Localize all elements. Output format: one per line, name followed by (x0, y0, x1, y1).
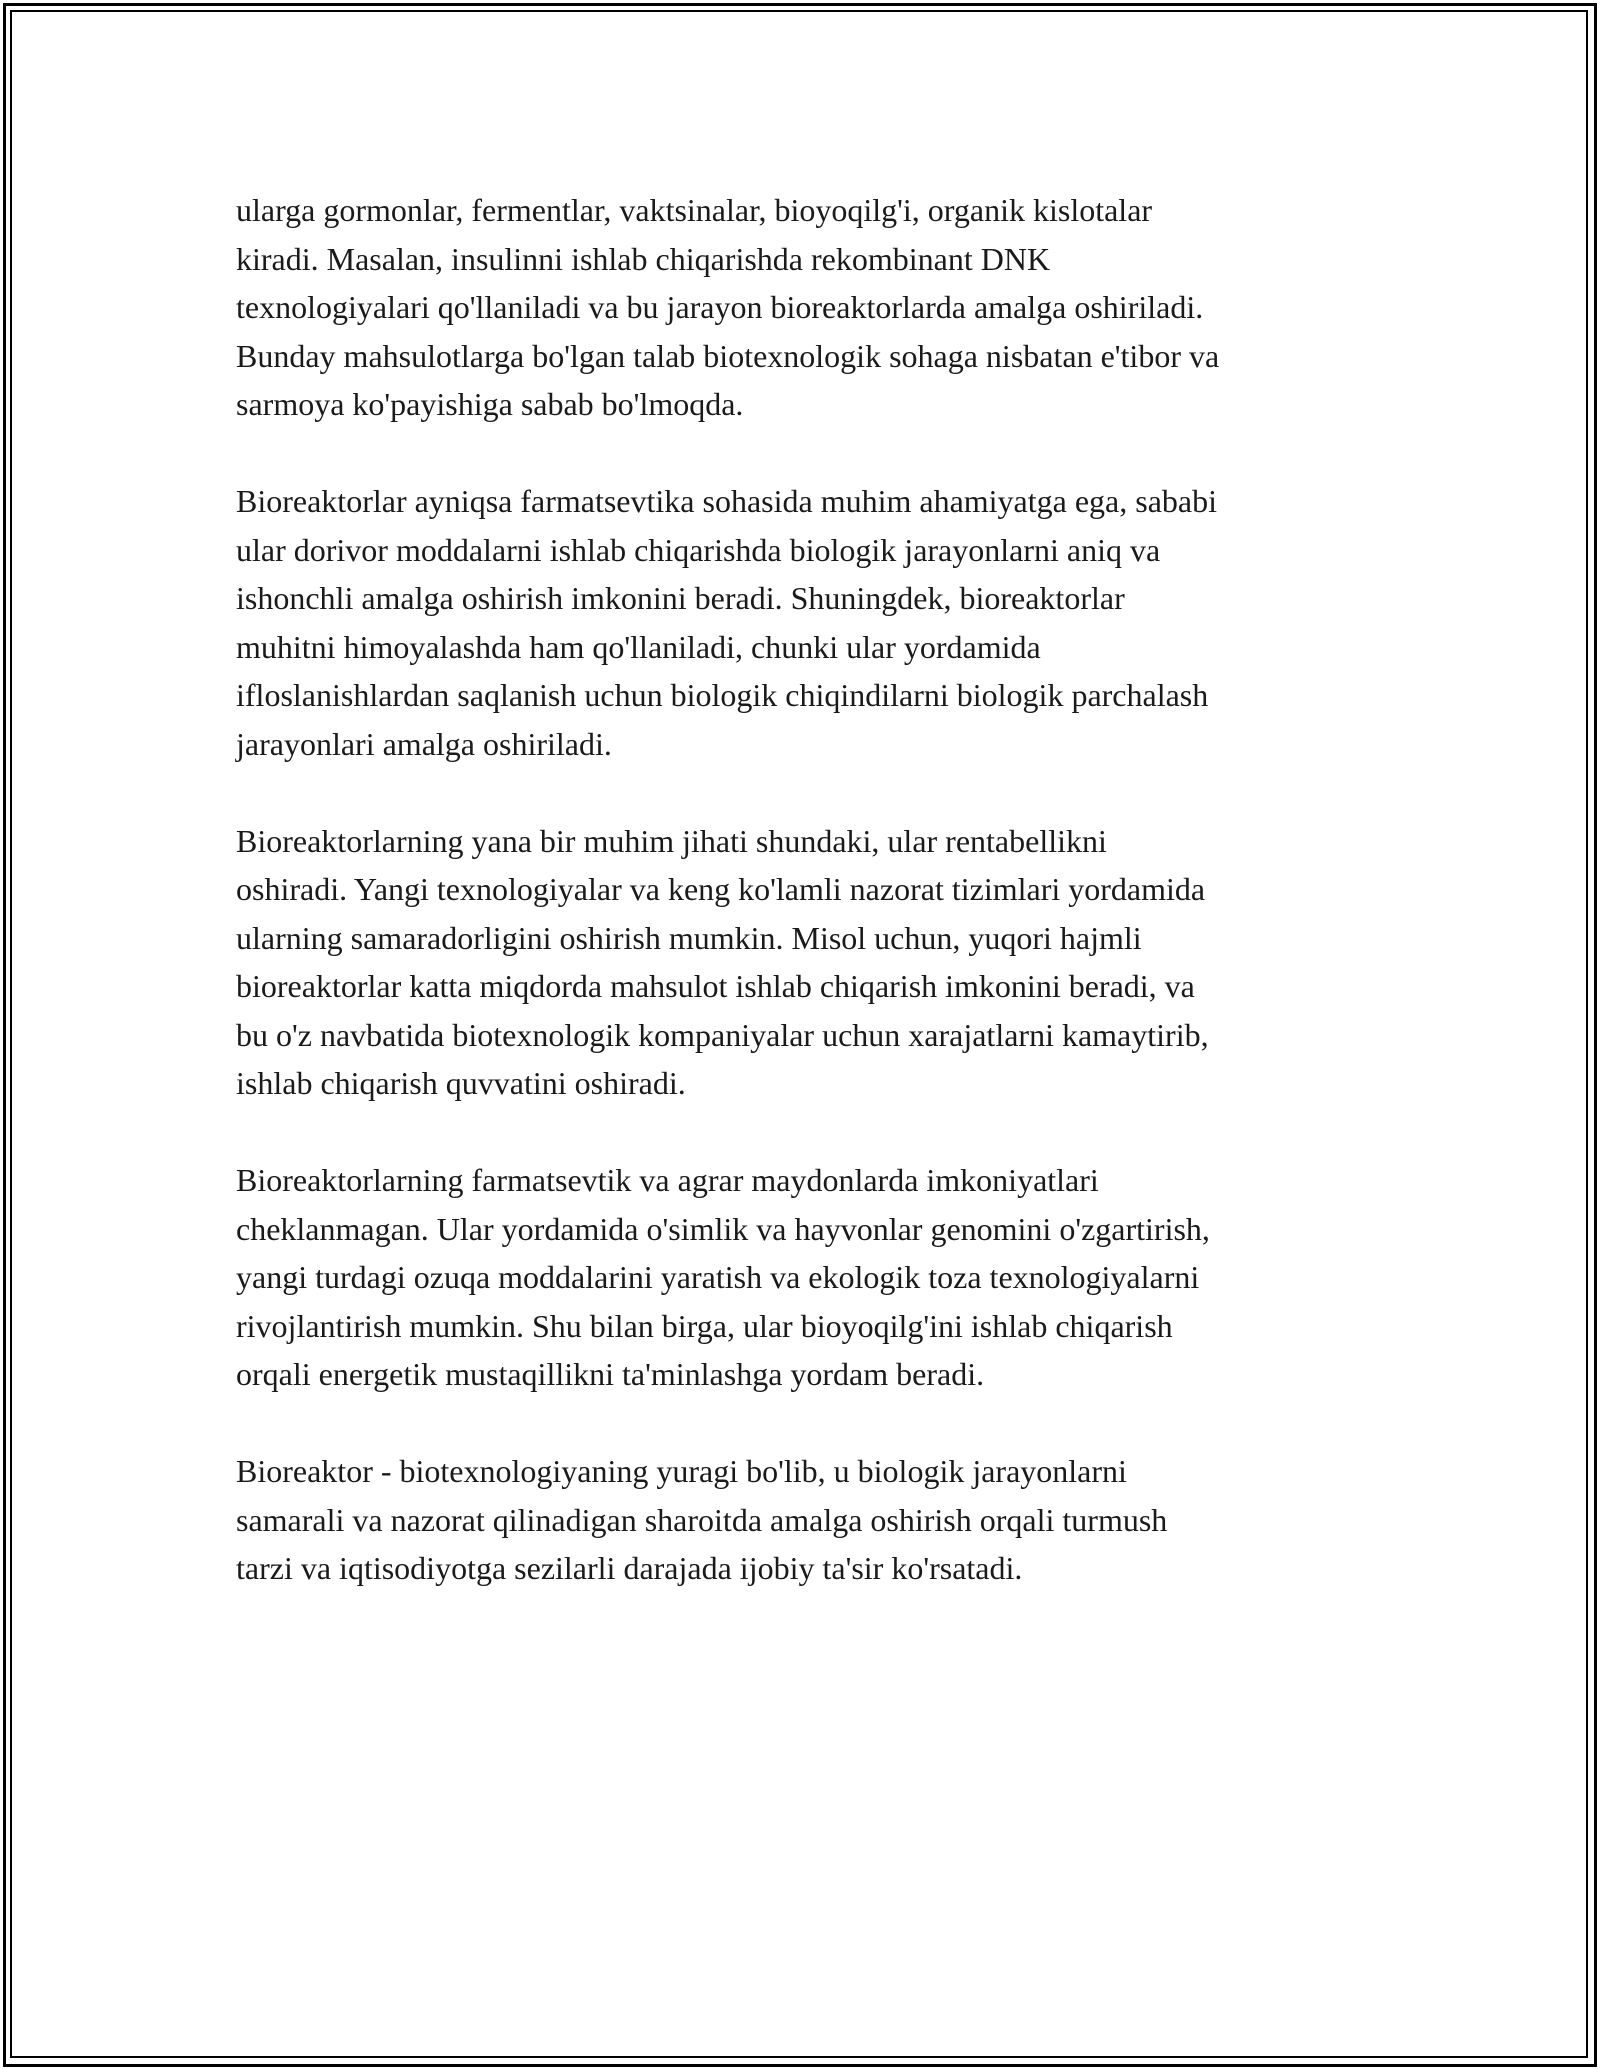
text-line: samarali va nazorat qilinadigan sharoitda amalga oshirish orqali turmush (236, 1501, 1168, 1538)
text-line: Bioreaktorlarning yana bir muhim jihati shundaki, ular rentabellikni (236, 822, 1107, 859)
document-body (236, 186, 1376, 1641)
text-line: texnologiyalari qo'llaniladi va bu jarayon bioreaktorlarda amalga oshiriladi. (236, 289, 1204, 325)
text-line: yangi turdagi ozuqa moddalarini yaratish va ekologik toza texnologiyalarni (236, 1259, 1200, 1295)
text-line: rivojlantirish mumkin. Shu bilan birga, ular bioyoqilg'ini ishlab chiqarish (236, 1307, 1173, 1344)
paragraph-5 (236, 1447, 1376, 1593)
text-line: bu o'z navbatida biotexnologik kompaniyalar uchun xarajatlarni kamaytirib, (236, 1016, 1209, 1053)
text-line: ishlab chiqarish quvvatini oshiradi. (236, 1065, 686, 1101)
paragraph-3 (236, 817, 1376, 1108)
text-line: ularga gormonlar, fermentlar, vaktsinalar, bioyoqilg'i, organik kislotalar (236, 192, 1153, 228)
paragraph-4 (236, 1156, 1376, 1399)
text-line: jarayonlari amalga oshiriladi. (236, 725, 612, 762)
text-line: oshiradi. Yangi texnologiyalar va keng ko'lamli nazorat tizimlari yordamida (236, 871, 1206, 907)
text-line: Bioreaktorlarning farmatsevtik va agrar maydonlarda imkoniyatlari (236, 1162, 1099, 1198)
text-line: kiradi. Masalan, insulinni ishlab chiqarishda rekombinant DNK (236, 240, 1051, 277)
text-line: ishonchli amalga oshirish imkonini beradi. Shuningdek, bioreaktorlar (236, 580, 1125, 616)
text-line: Bioreaktorlar ayniqsa farmatsevtika sohasida muhim ahamiyatga ega, sababi (236, 483, 1217, 519)
text-line: tarzi va iqtisodiyotga sezilarli darajada ijobiy ta'sir ko'rsatadi. (236, 1550, 1023, 1586)
paragraph-2 (236, 477, 1376, 768)
text-line: Bunday mahsulotlarga bo'lgan talab biotexnologik sohaga nisbatan e'tibor va (236, 337, 1220, 374)
text-line: ular dorivor moddalarni ishlab chiqarishda biologik jarayonlarni aniq va (236, 531, 1161, 568)
paragraph-1 (236, 186, 1376, 429)
text-line: bioreaktorlar katta miqdorda mahsulot ishlab chiqarish imkonini beradi, va (236, 968, 1195, 1004)
text-line: ifloslanishlardan saqlanish uchun biologik chiqindilarni biologik parchalash (236, 677, 1209, 713)
text-line: sarmoya ko'payishiga sabab bo'lmoqda. (236, 386, 744, 422)
text-line: orqali energetik mustaqillikni ta'minlashga yordam beradi. (236, 1356, 985, 1392)
text-line: Bioreaktor - biotexnologiyaning yuragi bo'lib, u biologik jarayonlarni (236, 1453, 1127, 1489)
text-line: cheklanmagan. Ular yordamida o'simlik va hayvonlar genomini o'zgartirish, (236, 1210, 1210, 1247)
text-line: ularning samaradorligini oshirish mumkin. Misol uchun, yuqori hajmli (236, 919, 1142, 956)
text-line: muhitni himoyalashda ham qo'llaniladi, chunki ular yordamida (236, 628, 1041, 665)
